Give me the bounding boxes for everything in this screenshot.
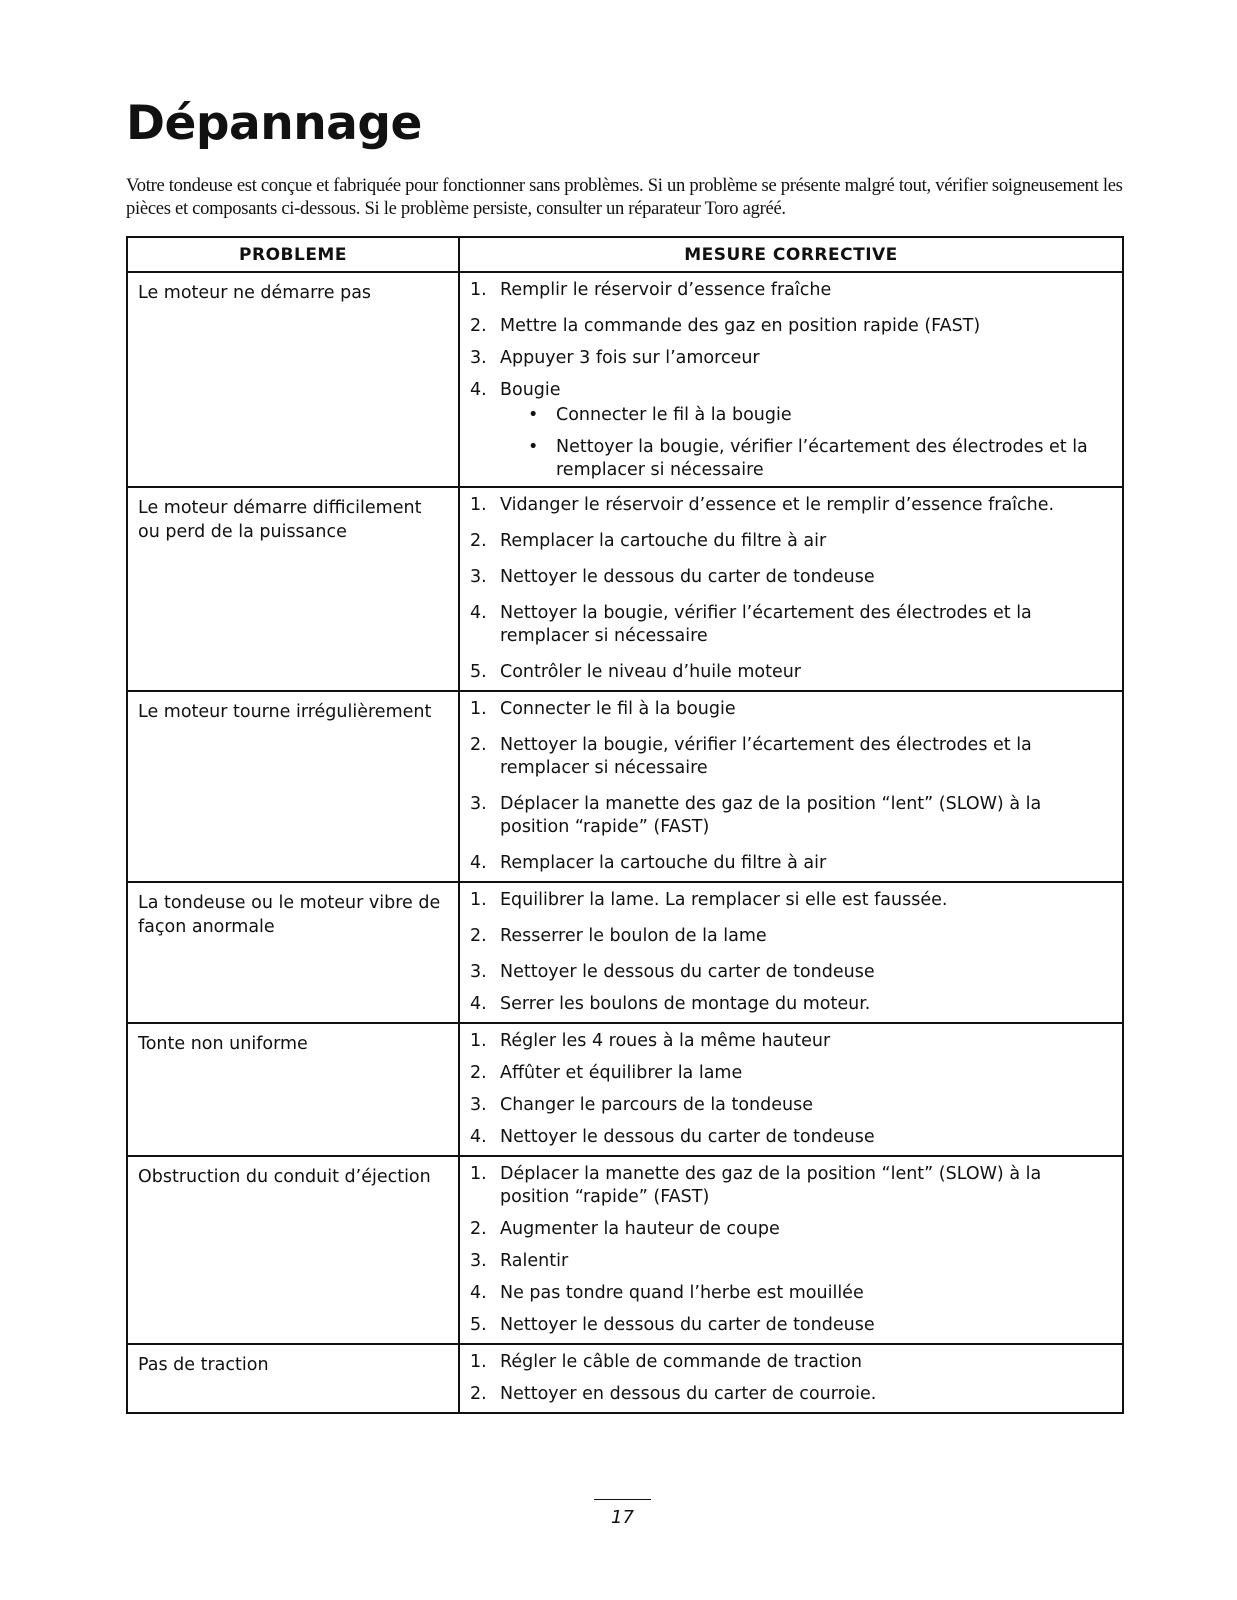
step-item — [470, 1282, 1112, 1305]
table-row — [127, 1156, 1123, 1344]
actions-cell — [459, 1344, 1123, 1413]
table-header-row — [127, 237, 1123, 272]
step-number: 5. — [470, 662, 487, 682]
step-number: 2. — [470, 1384, 487, 1404]
step-item — [470, 1030, 1112, 1053]
step-number: 3. — [470, 348, 487, 368]
action-column-header: MESURE CORRECTIVE — [459, 237, 1123, 272]
step-text: Nettoyer le dessous du carter de tondeuse — [500, 1127, 875, 1147]
step-list — [470, 889, 1112, 1016]
table-row — [127, 1344, 1123, 1413]
step-number: 3. — [470, 794, 487, 814]
step-item — [470, 1163, 1112, 1209]
problem-cell: Le moteur tourne irrégulièrement — [127, 691, 459, 882]
step-number: 4. — [470, 853, 487, 873]
step-item — [470, 698, 1112, 721]
step-text: Ralentir — [500, 1251, 569, 1271]
step-item — [470, 279, 1112, 302]
table-row — [127, 882, 1123, 1023]
step-number: 4. — [470, 1283, 487, 1303]
step-text: Déplacer la manette des gaz de la position “lent” (SLOW) à la position “rapide” (FAST) — [500, 794, 1042, 837]
step-number: 1. — [470, 1031, 487, 1051]
step-text: Régler les 4 roues à la même hauteur — [500, 1031, 831, 1051]
problem-cell: La tondeuse ou le moteur vibre de façon anormale — [127, 882, 459, 1023]
step-number: 3. — [470, 1251, 487, 1271]
troubleshooting-table — [126, 236, 1124, 1414]
step-item — [470, 315, 1112, 338]
step-list — [470, 494, 1112, 684]
actions-cell — [459, 882, 1123, 1023]
step-item — [470, 734, 1112, 780]
step-text: Remplir le réservoir d’essence fraîche — [500, 280, 832, 300]
table-row — [127, 272, 1123, 487]
step-list — [470, 279, 1112, 402]
step-item — [470, 530, 1112, 553]
page-number-rule — [594, 1499, 651, 1500]
step-item — [470, 661, 1112, 684]
step-item — [470, 1250, 1112, 1273]
step-text: Bougie — [500, 380, 561, 400]
bullet-text: Connecter le fil à la bougie — [556, 405, 792, 425]
step-text: Nettoyer le dessous du carter de tondeuse — [500, 567, 875, 587]
step-item — [470, 961, 1112, 984]
intro-paragraph: Votre tondeuse est conçue et fabriquée pour fonctionner sans problèmes. Si un problème se présente malgré tout, vérifier soigneusement les pièces et composants ci-dessous. Si le problème persiste, consulter un réparateur Toro agréé. — [126, 175, 1123, 219]
step-text: Augmenter la hauteur de coupe — [500, 1219, 780, 1239]
step-item — [470, 379, 1112, 402]
step-list — [470, 698, 1112, 875]
step-text: Serrer les boulons de montage du moteur. — [500, 994, 871, 1014]
problem-cell: Pas de traction — [127, 1344, 459, 1413]
step-item — [470, 1218, 1112, 1241]
step-number: 3. — [470, 962, 487, 982]
step-number: 2. — [470, 531, 487, 551]
step-list — [470, 1351, 1112, 1406]
table-row — [127, 691, 1123, 882]
step-item — [470, 889, 1112, 912]
sub-bullet-list — [470, 404, 1112, 482]
actions-cell — [459, 1023, 1123, 1156]
step-text: Remplacer la cartouche du filtre à air — [500, 853, 827, 873]
step-text: Régler le câble de commande de traction — [500, 1352, 862, 1372]
step-text: Equilibrer la lame. La remplacer si elle est faussée. — [500, 890, 948, 910]
step-text: Ne pas tondre quand l’herbe est mouillée — [500, 1283, 864, 1303]
page-number: 17 — [611, 1507, 634, 1528]
step-text: Nettoyer la bougie, vérifier l’écartement des électrodes et la remplacer si nécessaire — [500, 603, 1032, 646]
step-text: Changer le parcours de la tondeuse — [500, 1095, 813, 1115]
step-list — [470, 1163, 1112, 1337]
step-item — [470, 1314, 1112, 1337]
problem-cell: Obstruction du conduit d’éjection — [127, 1156, 459, 1344]
step-item — [470, 1062, 1112, 1085]
step-text: Remplacer la cartouche du filtre à air — [500, 531, 827, 551]
step-number: 1. — [470, 280, 487, 300]
step-number: 1. — [470, 699, 487, 719]
step-item — [470, 993, 1112, 1016]
step-item — [470, 566, 1112, 589]
step-text: Connecter le fil à la bougie — [500, 699, 736, 719]
step-text: Nettoyer le dessous du carter de tondeuse — [500, 1315, 875, 1335]
step-text: Appuyer 3 fois sur l’amorceur — [500, 348, 760, 368]
step-number: 5. — [470, 1315, 487, 1335]
step-item — [470, 925, 1112, 948]
step-list — [470, 1030, 1112, 1149]
problem-cell: Tonte non uniforme — [127, 1023, 459, 1156]
step-item — [470, 1383, 1112, 1406]
step-number: 4. — [470, 380, 487, 400]
actions-cell — [459, 1156, 1123, 1344]
step-number: 1. — [470, 1352, 487, 1372]
step-number: 3. — [470, 1095, 487, 1115]
step-number: 1. — [470, 1164, 487, 1184]
step-number: 3. — [470, 567, 487, 587]
problem-column-header: PROBLEME — [127, 237, 459, 272]
step-item — [470, 1351, 1112, 1374]
step-text: Affûter et équilibrer la lame — [500, 1063, 743, 1083]
step-number: 4. — [470, 603, 487, 623]
bullet-icon: • — [528, 437, 539, 457]
problem-cell: Le moteur ne démarre pas — [127, 272, 459, 487]
step-number: 2. — [470, 1063, 487, 1083]
step-number: 2. — [470, 735, 487, 755]
bullet-text: Nettoyer la bougie, vérifier l’écartement des électrodes et la remplacer si nécessaire — [556, 437, 1088, 480]
step-text: Contrôler le niveau d’huile moteur — [500, 662, 802, 682]
step-item — [470, 1126, 1112, 1149]
actions-cell — [459, 272, 1123, 487]
actions-cell — [459, 487, 1123, 691]
page-title: Dépannage — [126, 96, 422, 151]
table-row — [127, 487, 1123, 691]
bullet-item — [528, 436, 1112, 482]
step-text: Nettoyer la bougie, vérifier l’écartement des électrodes et la remplacer si nécessaire — [500, 735, 1032, 778]
step-number: 2. — [470, 1219, 487, 1239]
step-number: 4. — [470, 1127, 487, 1147]
step-number: 1. — [470, 495, 487, 515]
step-item — [470, 347, 1112, 370]
step-item — [470, 602, 1112, 648]
step-text: Nettoyer le dessous du carter de tondeuse — [500, 962, 875, 982]
actions-cell — [459, 691, 1123, 882]
problem-cell: Le moteur démarre difficilement ou perd de la puissance — [127, 487, 459, 691]
bullet-item — [528, 404, 1112, 427]
step-number: 2. — [470, 926, 487, 946]
step-number: 2. — [470, 316, 487, 336]
table-row — [127, 1023, 1123, 1156]
step-text: Nettoyer en dessous du carter de courroie. — [500, 1384, 877, 1404]
step-text: Déplacer la manette des gaz de la position “lent” (SLOW) à la position “rapide” (FAST) — [500, 1164, 1042, 1207]
bullet-icon: • — [528, 405, 539, 425]
step-text: Vidanger le réservoir d’essence et le remplir d’essence fraîche. — [500, 495, 1055, 515]
step-item — [470, 494, 1112, 517]
step-text: Mettre la commande des gaz en position rapide (FAST) — [500, 316, 981, 336]
step-text: Resserrer le boulon de la lame — [500, 926, 767, 946]
step-number: 1. — [470, 890, 487, 910]
step-item — [470, 793, 1112, 839]
step-item — [470, 852, 1112, 875]
step-number: 4. — [470, 994, 487, 1014]
step-item — [470, 1094, 1112, 1117]
